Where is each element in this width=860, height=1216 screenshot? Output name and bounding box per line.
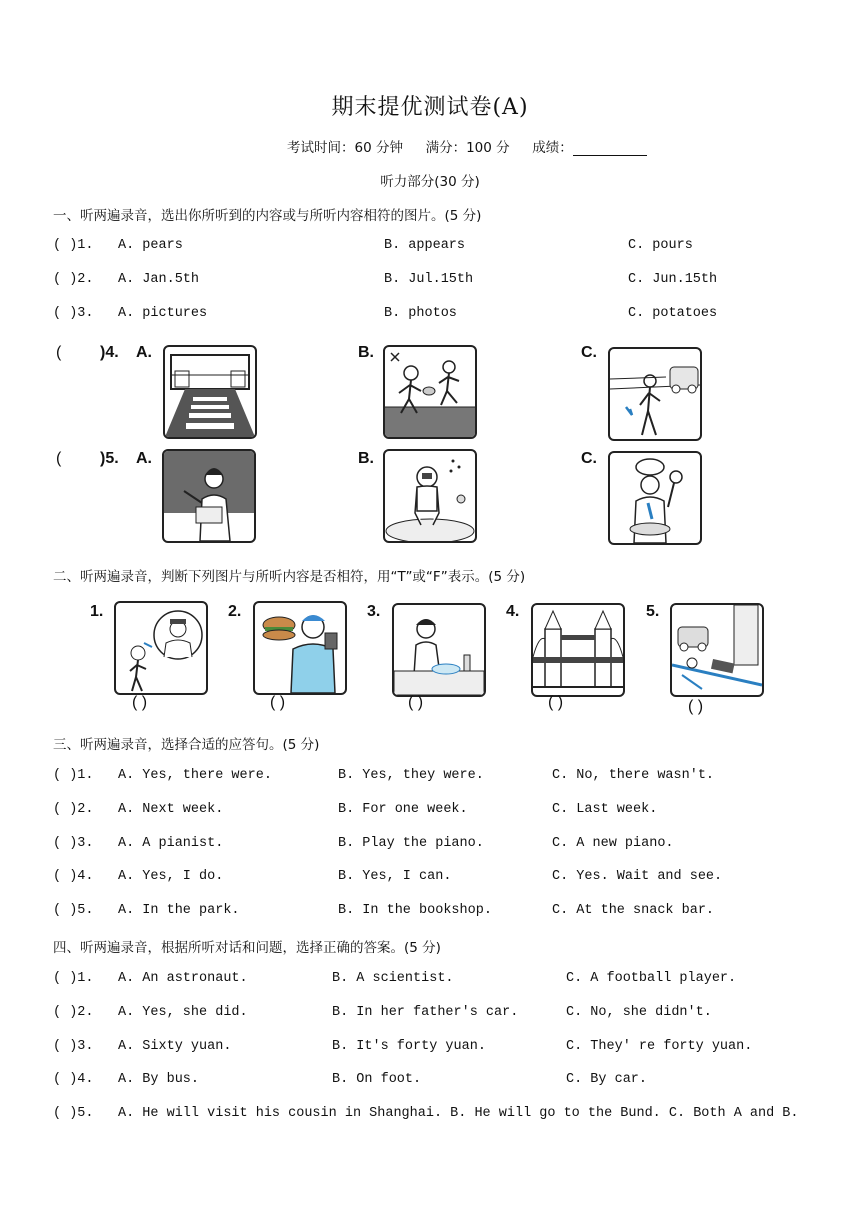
s3-q4-option-a: A. Yes, I do. (118, 869, 224, 884)
s3-q2-number[interactable]: ( )2. (53, 802, 94, 817)
s4-q3-number[interactable]: ( )3. (53, 1039, 94, 1054)
exam-time: 考试时间：60 分钟 (287, 140, 403, 156)
s1-q1-option-a: A. pears (118, 238, 183, 253)
teacher-picture[interactable] (162, 449, 256, 543)
boys-running-street-picture[interactable] (383, 345, 477, 439)
exam-info (287, 136, 647, 156)
s4-q1-option-c: C. A football player. (566, 971, 737, 986)
s1-q2-option-c: C. Jun.15th (628, 272, 718, 287)
s2-q3-answer[interactable]: ( ) (408, 694, 424, 711)
s1-q5-label-a: A. (136, 450, 152, 467)
s2-q2-number: 2. (228, 603, 242, 620)
s1-q5-open-paren[interactable]: ( (56, 450, 62, 467)
exam-full-score: 满分：100 分 (425, 140, 510, 156)
s1-q1-option-c: C. pours (628, 238, 693, 253)
s4-q4-number[interactable]: ( )4. (53, 1072, 94, 1087)
s1-q1-option-b: B. appears (384, 238, 466, 253)
result-blank[interactable] (573, 141, 647, 156)
s1-q4-label-a: A. (136, 344, 152, 361)
s3-q2-option-b: B. For one week. (338, 802, 468, 817)
s3-q1-option-b: B. Yes, they were. (338, 768, 484, 783)
s1-q5-label-c: C. (581, 450, 597, 467)
s1-q5-label-b: B. (358, 450, 374, 467)
s2-q4-number: 4. (506, 603, 520, 620)
s3-q1-number[interactable]: ( )1. (53, 768, 94, 783)
s3-q4-number[interactable]: ( )4. (53, 869, 94, 884)
s1-q2-option-b: B. Jul.15th (384, 272, 474, 287)
s1-q3-option-a: A. pictures (118, 306, 208, 321)
s3-q4-option-c: C. Yes. Wait and see. (552, 869, 723, 884)
section-4-title: 四、听两遍录音，根据所听对话和问题，选择正确的答案。(5 分) (53, 940, 441, 956)
s2-q3-number: 3. (367, 603, 381, 620)
s4-q3-option-b: B. It's forty yuan. (332, 1039, 486, 1054)
s3-q3-option-b: B. Play the piano. (338, 836, 484, 851)
s1-q4-open-paren[interactable]: ( (56, 344, 62, 361)
s3-q3-option-c: C. A new piano. (552, 836, 674, 851)
s1-q3-number[interactable]: ( )3. (53, 306, 94, 321)
s3-q5-number[interactable]: ( )5. (53, 903, 94, 918)
s3-q3-option-a: A. A pianist. (118, 836, 224, 851)
boy-eating-burger-picture[interactable] (253, 601, 347, 695)
s3-q1-option-a: A. Yes, there were. (118, 768, 272, 783)
s1-q2-number[interactable]: ( )2. (53, 272, 94, 287)
s4-q2-option-c: C. No, she didn't. (566, 1005, 712, 1020)
s4-q1-number[interactable]: ( )1. (53, 971, 94, 986)
s2-q5-answer[interactable]: ( ) (688, 698, 704, 715)
s4-q2-option-b: B. In her father's car. (332, 1005, 519, 1020)
s1-q2-option-a: A. Jan.5th (118, 272, 200, 287)
section-1-title: 一、听两遍录音，选出你所听到的内容或与所听内容相符的图片。(5 分) (53, 208, 482, 224)
section-2-title: 二、听两遍录音，判断下列图片与所听内容是否相符，用“T”或“F”表示。(5 分) (53, 569, 526, 585)
s1-q4-number: )4. (100, 344, 119, 361)
s1-q5-number: )5. (100, 450, 119, 467)
s4-q5-number[interactable]: ( )5. (53, 1106, 94, 1121)
sick-boy-doctor-picture[interactable] (114, 601, 208, 695)
listening-part-title: 听力部分(30 分) (380, 174, 480, 190)
cook-picture[interactable] (608, 451, 702, 545)
s4-q4-option-a: A. By bus. (118, 1072, 200, 1087)
s2-q1-number: 1. (90, 603, 104, 620)
crosswalk-picture[interactable] (163, 345, 257, 439)
s4-q3-option-c: C. They' re forty yuan. (566, 1039, 753, 1054)
s4-q2-number[interactable]: ( )2. (53, 1005, 94, 1020)
s1-q3-option-b: B. photos (384, 306, 457, 321)
s4-q1-option-a: A. An astronaut. (118, 971, 248, 986)
s3-q5-option-b: B. In the bookshop. (338, 903, 492, 918)
s3-q3-number[interactable]: ( )3. (53, 836, 94, 851)
s3-q4-option-b: B. Yes, I can. (338, 869, 452, 884)
s1-q1-number[interactable]: ( )1. (53, 238, 94, 253)
s4-q4-option-c: C. By car. (566, 1072, 648, 1087)
tower-bridge-picture[interactable] (531, 603, 625, 697)
car-accident-street-picture[interactable] (670, 603, 764, 697)
exam-result-label: 成绩： (532, 140, 573, 156)
s4-q3-option-a: A. Sixty yuan. (118, 1039, 232, 1054)
section-3-title: 三、听两遍录音，选择合适的应答句。(5 分) (53, 737, 320, 753)
s3-q1-option-c: C. No, there wasn't. (552, 768, 715, 783)
crossing-road-car-picture[interactable] (608, 347, 702, 441)
page-title: 期末提优测试卷(A) (331, 95, 529, 120)
s4-q5-options: A. He will visit his cousin in Shanghai. B. He will go to the Bund. C. Both A and B. (118, 1106, 799, 1121)
s3-q2-option-c: C. Last week. (552, 802, 658, 817)
s1-q4-label-c: C. (581, 344, 597, 361)
s3-q5-option-a: A. In the park. (118, 903, 240, 918)
s2-q1-answer[interactable]: ( ) (132, 694, 148, 711)
s2-q5-number: 5. (646, 603, 660, 620)
s4-q2-option-a: A. Yes, she did. (118, 1005, 248, 1020)
s3-q5-option-c: C. At the snack bar. (552, 903, 715, 918)
astronaut-picture[interactable] (383, 449, 477, 543)
s2-q4-answer[interactable]: ( ) (548, 694, 564, 711)
girl-washing-dishes-picture[interactable] (392, 603, 486, 697)
s1-q3-option-c: C. potatoes (628, 306, 718, 321)
s4-q1-option-b: B. A scientist. (332, 971, 454, 986)
s1-q4-label-b: B. (358, 344, 374, 361)
s4-q4-option-b: B. On foot. (332, 1072, 422, 1087)
s2-q2-answer[interactable]: ( ) (270, 694, 286, 711)
s3-q2-option-a: A. Next week. (118, 802, 224, 817)
